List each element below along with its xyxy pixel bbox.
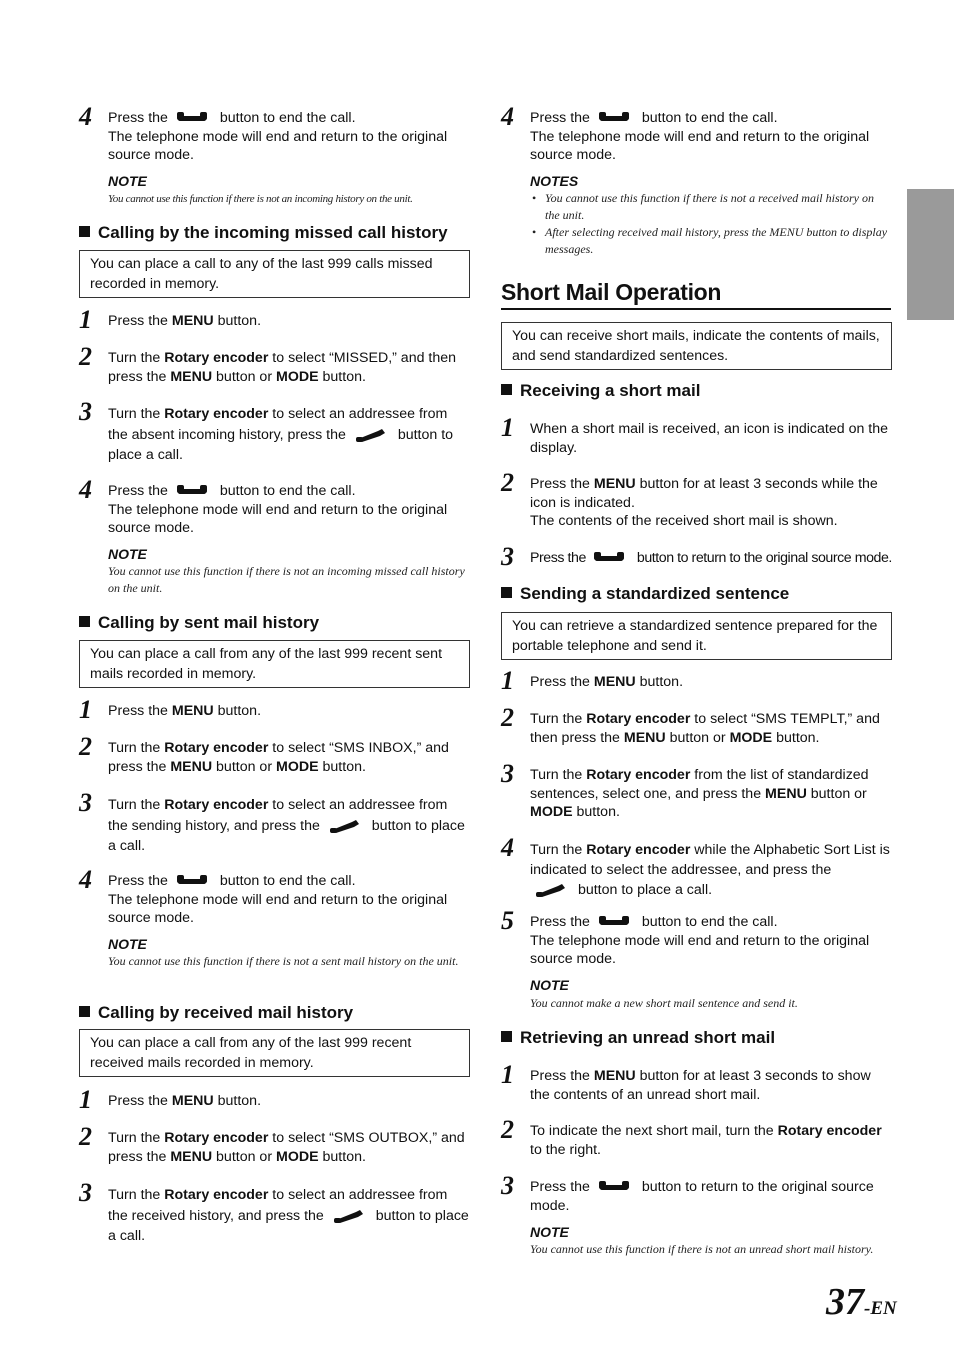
- step-1: 1 Press the MENU button.: [79, 1085, 262, 1114]
- step-2: 2 Turn the Rotary encoder to select “SMS INBOX,” and press the MENU button or MODE button.: [79, 732, 449, 775]
- note-heading: NOTE: [108, 936, 147, 952]
- note-heading: NOTE: [108, 173, 147, 189]
- step-4: 4 Press the button to end the call. The telephone mode will end and return to the original source mode.: [79, 865, 448, 927]
- step-2: 2 To indicate the next short mail, turn the Rotary encoder to the right.: [501, 1115, 882, 1158]
- square-bullet-icon: [501, 1031, 512, 1042]
- info-box: You can place a call to any of the last 999 calls missed recorded in memory.: [79, 250, 470, 298]
- step-1: 1 Press the MENU button for at least 3 seconds to show the contents of an unread short mail.: [501, 1060, 871, 1103]
- title-rule: [501, 308, 891, 310]
- square-bullet-icon: [79, 1006, 90, 1017]
- step-2: 2 Turn the Rotary encoder to select “SMS OUTBOX,” and press the MENU button or MODE button.: [79, 1122, 465, 1165]
- step-4: 4 Press the button to end the call. The telephone mode will end and return to the original source mode.: [79, 102, 448, 164]
- notes-heading: NOTES: [530, 173, 579, 189]
- square-bullet-icon: [501, 587, 512, 598]
- step-3: 3 Turn the Rotary encoder from the list of standardized sentences, select one, and press the MENU button or MODE button.: [501, 759, 869, 821]
- note-heading: NOTE: [108, 546, 147, 562]
- note-text: You cannot use this function if there is not an incoming missed call history on the unit.: [108, 564, 465, 595]
- phone-hangup-icon: [174, 110, 214, 124]
- step-2: 2 Turn the Rotary encoder to select “MISSED,” and then press the MENU button or MODE button.: [79, 342, 457, 385]
- section-heading-missed: Calling by the incoming missed call history: [79, 223, 448, 243]
- step-2: 2 Turn the Rotary encoder to select “SMS TEMPLT,” and then press the MENU button or MODE button.: [501, 703, 880, 746]
- step-3: 3 Turn the Rotary encoder to select an addressee from the absent incoming history, press the button to place a call.: [79, 397, 454, 463]
- info-box: You can retrieve a standardized sentence prepared for the portable telephone and send it.: [501, 612, 892, 660]
- square-bullet-icon: [79, 616, 90, 627]
- phone-call-icon: [330, 1208, 370, 1222]
- section-heading-receiving: Receiving a short mail: [501, 381, 700, 401]
- step-1: 1 When a short mail is received, an icon is indicated on the display.: [501, 413, 889, 456]
- phone-hangup-icon: [174, 483, 214, 497]
- note-text: You cannot use this function if there is not a sent mail history on the unit.: [108, 954, 459, 968]
- step-3: 3 Press the button to return to the original source mode.: [501, 542, 892, 571]
- notes-list: [530, 190, 890, 258]
- page-suffix: -EN: [864, 1298, 897, 1319]
- section-tab: [907, 189, 954, 320]
- phone-hangup-icon: [596, 110, 636, 124]
- section-heading-unread: Retrieving an unread short mail: [501, 1028, 775, 1048]
- phone-hangup-icon: [596, 914, 636, 928]
- info-box: You can place a call from any of the last 999 recent received mails recorded in memory.: [79, 1029, 470, 1077]
- phone-hangup-icon: [174, 873, 214, 887]
- step-4: 4 Press the button to end the call. The telephone mode will end and return to the original source mode.: [79, 475, 448, 537]
- phone-hangup-icon: [596, 1179, 636, 1193]
- phone-call-icon: [352, 427, 392, 441]
- note-text: You cannot make a new short mail sentence and send it.: [530, 996, 798, 1010]
- step-4: 4 Press the button to end the call. The telephone mode will end and return to the original source mode.: [501, 102, 870, 164]
- section-heading-sent: Calling by sent mail history: [79, 613, 319, 633]
- phone-call-icon: [532, 882, 572, 896]
- step-2: 2 Press the MENU button for at least 3 seconds while the icon is indicated. The contents of the received short mail is shown.: [501, 468, 878, 530]
- step-3: 3 Press the button to return to the original source mode.: [501, 1171, 874, 1214]
- step-3: 3 Turn the Rotary encoder to select an addressee from the received history, and press the button to place a call.: [79, 1178, 469, 1244]
- section-heading-received: Calling by received mail history: [79, 1003, 353, 1023]
- note-text: You cannot use this function if there is not an incoming history on the unit.: [108, 193, 413, 205]
- info-box: You can place a call from any of the last 999 recent sent mails recorded in memory.: [79, 640, 470, 688]
- phone-call-icon: [326, 818, 366, 832]
- step-1: 1 Press the MENU button.: [501, 666, 684, 695]
- page-number: 37-EN: [826, 1281, 897, 1323]
- square-bullet-icon: [501, 384, 512, 395]
- list-item: • You cannot use this function if there is not a received mail history on the unit.: [530, 190, 890, 224]
- step-1: 1 Press the MENU button.: [79, 695, 262, 724]
- step-4: 4 Turn the Rotary encoder while the Alphabetic Sort List is indicated to select the addressee, and press the button to place a call.: [501, 833, 890, 898]
- note-heading: NOTE: [530, 977, 569, 993]
- square-bullet-icon: [79, 226, 90, 237]
- phone-hangup-icon: [591, 550, 631, 564]
- section-heading-sending: Sending a standardized sentence: [501, 584, 789, 604]
- step-5: 5 Press the button to end the call. The telephone mode will end and return to the original source mode.: [501, 906, 870, 968]
- step-3: 3 Turn the Rotary encoder to select an addressee from the sending history, and press the button to place a call.: [79, 788, 465, 854]
- page-title: Short Mail Operation: [501, 279, 722, 305]
- note-text: You cannot use this function if there is not an unread short mail history.: [530, 1242, 874, 1256]
- info-box: You can receive short mails, indicate the contents of mails, and send standardized sentences.: [501, 322, 892, 370]
- list-item: • After selecting received mail history, press the MENU button to display messages.: [530, 224, 890, 258]
- note-heading: NOTE: [530, 1224, 569, 1240]
- step-1: 1 Press the MENU button.: [79, 305, 262, 334]
